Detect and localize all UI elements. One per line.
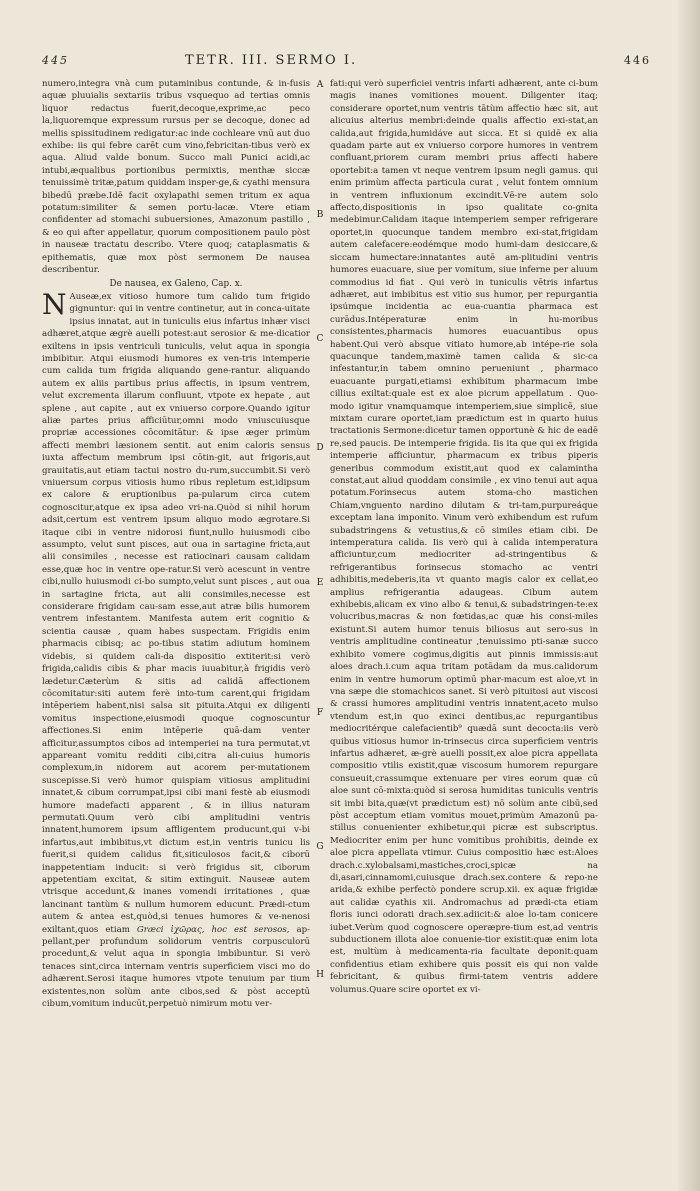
- right-paragraph: fati:qui verò superficiei ventris infarti adhærent, ante ci-bum magis inanes vomitiones mouent. Diligenter itaq; considerare oportet,num ventris tātùm affectio hæc sit, aut alicuius alterius membri:deinde qualis affectio exi-stat,an calida,aut frigida,humidáve aut sicca. Et si quidē ex alia quadam parte aut ex vniuerso corpore humores in ventrem confluant,priorem curam membri prius affecti habere oportebit:a tamen vt neque ventrem ipsum negli gamus. qui enim primùm affecta particula curat , velut fontem omnium in ventrem influxionum excindit.Vē-re autem solo affecto,dispositionis in ipso qualitate co-gnita medebimur.Calidam itaque intemperiem semper refrigerare oportet,in quocunque tandem membro exi-stat,frigidam autem calefacere:eodémque modo humi-dam desiccare,& siccam humectare:innatantes autē am-plitudini ventris humores euacuare, siue per vomitum, siue inferne per aluum commodius id fiat . Qui verò in tuniculis vētris infartus adhæret, aut imbibitus est vitio sus humor, per repurgantia ipsúmque incidentia ac eua-cuantia pharmaca est curādus.Intéperaturæ enim in hu-moribus consistentes,pharmacis humores euacuantibus opus habent.Qui verò absque vitiato humore,ab intépe-rie sola quacunque tandem,maximè tamen calida & sic-ca infestantur,in tabem omnino perueniunt , pharmaco euacuante purgati,etiamsi exhibitum pharmacum imbe cillius exiltat:quale est ex aloe picrum appellatum . Quo-modo igitur vnamquamque intemperiem,siue simplicē, siue mixtam curare oportet,iam prædictum est in quarto huius tractationis Sermone:dicetur tamen opportunè & hic de eadē re,sed paucis. De intemperie frigida. Iis ita que qui ex frigida intemperie afficiuntur, pharmacum ex tribus piperis generibus commodum existit,aut quod ex calamintha constat,aut aliud quoddam consimile , ex vino tenui aut aqua potatum.Forinsecus autem stoma-cho mastichen Chiam,vnguento nardino dilutam & tri-tam,purpureáque exceptam lana imponito. Vinum verò exhibendum est rufum subadstringens & vetustius,& cō similes etiam cibi. De intemperatura calida. Iis verò qui à calida intemperatura afficiuntur,cum mediocriter ad-stringentibus & refrigerantibus forinsecus stomacho ac ventri adhibitis,medeberis,ita vt quanto magis calor ex cellat,eo amplius refrigerantia adaugeas. Cibum autem exhibebis,alicam ex vino albo & tenui,& subadstringen-te:ex volucribus,macras & non fœtidas,ac quæ his consi-miles existunt.Si autem humor tenuis biliosus aut sero-sus in ventris amplitudine contineatur ,tenuissimo pti-sanæ succo exhibito vomere cogimus,digitis aut pinnis immissis:aut aloes drach.i.cum aqua tritam potādam da mus.calidorum enim in ventre humorum optimū phar-macum est aloe,vt in vna sæpe die stomachicos sanet. Si verò pituitosi aut viscosi & crassi humores amplitudini ventris innatent,aceto mulso vtendum est,in quo exinci dentibus,ac repurgantibus mediocritérque calefacientib⁹ quædā sunt decocta:iis verò quibus vitiosus humor in-trinsecus circa superficiem ventris infartus adhæret, æ-grè auelli possit,ex aloe picra appellata compositio vtilis existit,quæ viscosum humorem repurgare consueuit,crassumque extenuare per vires eorum quæ cū aloe sunt cō-mixta:quòd si serosa humiditas tuniculis ventris sit imbi bita,quæ(vt prædictum est) nō solùm ante cibū,sed pòst acceptum etiam vomitus mouet,primùm Amazonū pa-stillus conuenienter exhibetur,qui picræ est subscriptus. Mediocriter enim per hunc vomitibus prohibitis, deinde ex aloe picra appellata vtimur. Cuius compositio hæc est:Aloes drach.c.xylobalsami,mastiches,croci,spicæ na di,asari,cinnamomi,cuiusque drach.sex.contere & repo-ne arida,& exhibe perfectò pondere scrup.xii. ex aquæ frigidæ aut calidæ cyathis xii. Andromachus ad prædi-cta etiam floris iunci odorati drach.sex.adiicit:& aloe lo-tam conicere iubet.Verùm quod cognoscere operæpre-tium est,ad ventris subductionem illota aloe conuenie-tior existit:quæ enim lota est, multùm à medicamenta-ria facultate deponit:quam confidentius etiam exhibere quis possit eis qui non valde febricitant, & quibus firmi-tatem ventris addere volumus.Quare scire oportet ex vi-: [330, 79, 598, 995]
- left-column: [42, 78, 310, 1010]
- margin-letter-h: H: [316, 970, 324, 980]
- chapter-heading: De nausea, ex Galeno, Cap. x.: [109, 278, 243, 289]
- margin-letter-e: E: [316, 578, 324, 588]
- margin-letter-f: F: [316, 708, 324, 718]
- left-paragraph-1: numero,integra vnà cum putaminibus contunde, & in-fusis aquæ pluuialis sextariis tribus vsquequo ad tertias omnis liquor redactus fuerit,decoque,exprime,ac peco la,liquoremque expressum rursus per se decoque, donec ad mellis spissitudinem redigatur:ac inde cochleare vnū aut duo exhibe: iis qui febre carēt cum vino,febricitan-tibus verò ex aqua. Aliud valde bonum. Succo mali Punici acidi,ac intubi,æqualibus portionibus permixtis, menthæ siccæ tenuissimè tritæ,patum quiddam insper-ge,& cyathi mensura bibedū præbe.Idē facit oxylapathi semen tritum ex aqua potatum:similiter & semen portu-lacæ. Vtere etiam confidenter ad stomachi subuersiones, Amazonum pastillo , & eo qui after appellatur, quorum compositionem paulo pòst in nauseæ tractatu describo. Vtere quoq; cataplasmatis & epithematis, quæ mox pòst sermonem De nausea describentur.: [42, 79, 310, 276]
- page-edge-shadow: [676, 0, 700, 1191]
- folio-left: 445: [42, 54, 69, 67]
- margin-letter-d: D: [316, 443, 324, 453]
- folio-right: 446: [624, 54, 651, 67]
- left-paragraph-2: [42, 287, 310, 1011]
- margin-letter-b: B: [316, 210, 324, 220]
- right-column: [330, 78, 598, 996]
- greek-phrase: Græci ἰχῶρας, hoc est serosos: [136, 924, 287, 935]
- left-paragraph-2-tail: , ap-pellant,per profundum solidorum ventris corpusculorū procedunt,& velut aqua in spongia imbibuntur. Si verò tenaces sint,circa internam ventris superficiem visci mo do adhærent.Serosi itaque humores vtpote tenuium par tium existentes,non solùm ante cibos,sed & pòst acceptū cibum,vomitum inducūt,perpetuò nimirum motu ver-: [42, 924, 310, 1010]
- running-head: [0, 50, 700, 74]
- running-title: TETR. III. SERMO I.: [185, 53, 358, 68]
- margin-letter-c: C: [316, 334, 324, 344]
- left-paragraph-2-text: Auseæ,ex vitioso humore tum calido tum frigido gignuntur: qui in ventre continetur, aut in conca-uitate ipsius innatat, aut in tuniculis eius infartus inhær visci adhæret,atque ægrè auelli potest:aut serosior & me-dicatior exiltens in ipsis ventriculi tuniculis, velut aqua in spongia imbibitur. Atqui eiusmodi humores ex ven-tris intemperie cum calida tum frigida aliquando gene-rantur. aliquando autem ex aliis partibus prius affectis, in ipsum ventrem, velut excrementa illarum confluunt, vtpote ex hepate , aut splene , aut capite , aut ex vniuerso corpore.Quando igitur aliæ partes prius afficiūtur,omni modo vniuscuiusque propriæ accessiones cōcomitātur: & ipse æger primùm affecti membri læsionem sentit. aut enim caloris sensus iuxta affectum membrum ipsi cōtin-git, aut frigoris,aut grauitatis,aut etiam tactui nostro du-rum,succumbit.Si verò vniuersum corpus vitiosis humo ribus repletum est,idipsum ex calore & eruptionibus pa-pularum circa cutem cognoscitur,atque ex ipsa adeo vri-na.Quòd si nihil horum adsit,certum est ventrem ipsum aliquo modo ægrotare.Si itaque cibi in ventre nidorosi fiunt,nullo huiusmodi cibo assumpto, velut sunt pisces, aut oua in sartagine fricta,aut alii consimiles , necesse est ratiocinari causam calidam esse,quæ hoc in ventre ope-ratur.Si verò acescunt in ventre cibi,nullo huiusmodi ci-bo sumpto,velut sunt pisces , aut oua in sartagine fricta, aut alii consimiles,necesse est considerare frigidam cau-sam esse,aut atræ bilis humorem ventrem infestantem. Manifesta autem erit cognitio & scientia causæ , quam habes suspectam. Frigidis enim pharmacis cibisq; ac po-tibus statim adiutum hominem videbis, si quidem cali-da dispositio extiterit:si verò frigida,calidis cibis & phar macis iuuabitur,à frigidis verò lædetur.Cæterùm & sitis ad calidā affectionem cōcomitatur:siti autem ferè into-tum carent,qui frigidam intēperiem habent,nisi salsa sit pituita.Atqui ex diligenti vomitus inspectione,eiusmodi quoque cognoscuntur affectiones.Si enim intēperie quā-dam venter afficitur,assumptos cibos ad intemperiei na tura permutat,vt appareant vomitu redditi cibi,citra ali-cuius humoris complexum,in nidorem aut acorem per-mutationem suscepisse.Si verò humor quispiam vitiosus amplitudini innatet,& cibum corrumpat,ipsi cibi mani festè ab eiusmodi humore madefacti apparent , & in illius naturam permutati.Quum verò cibi amplitudini ventris innatent,humorem ipsum affligentem producunt,qui v-bi infartus,aut imbibitus,vt dictum est,in ventris tunicu lis fuerit,si quidem calidus fit,siticulosos facit,& ciborū inappetentiam inducit: si verò frigidus sit, ciborum appetentiam excitat, & sitim extinguit. Nauseæ autem vtrisque accedunt,& inanes vomendi irritationes , quæ lancinant tantùm & nullum humorem educunt. Prædi-ctum autem & antea est,quòd,si tenues humores & ve-nenosi exiltant,quos etiam: [42, 291, 310, 935]
- drop-cap: N: [42, 287, 67, 321]
- margin-letter-g: G: [316, 842, 324, 852]
- margin-letter-a: A: [316, 80, 324, 90]
